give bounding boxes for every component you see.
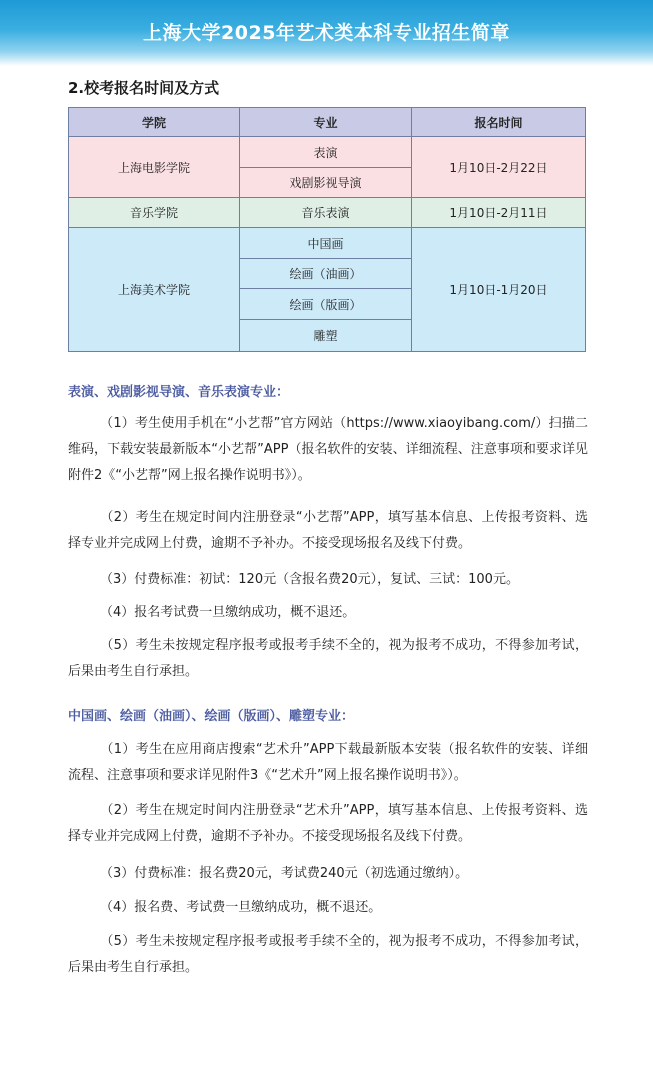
table-cell-college: 音乐学院 (69, 198, 240, 228)
table-cell-major: 雕塑 (240, 320, 412, 351)
block1-item-1: （1）考生使用手机在“小艺帮”官方网站（https://www.xiaoyibang.com/）扫描二维码，下载安装最新版本“小艺帮”APP（报名软件的安装、详细流程、注意事项和要求详见附件2《“小艺帮”网上报名操作说明书》）。 (68, 416, 588, 483)
block2-item-5: （5）考生未按规定程序报考或报考手续不全的，视为报考不成功，不得参加考试，后果由考生自行承担。 (68, 934, 588, 975)
block2-heading: 中国画、绘画（油画）、绘画（版画）、雕塑专业： (68, 709, 355, 724)
table-cell-time: 1月10日-2月11日 (412, 198, 585, 228)
table-cell-major: 表演 (240, 137, 412, 168)
table-cell-major: 戏剧影视导演 (240, 168, 412, 198)
page-header (0, 0, 653, 66)
table-cell-time: 1月10日-1月20日 (412, 228, 585, 351)
registration-table (68, 107, 586, 352)
block1-item-2: （2）考生在规定时间内注册登录“小艺帮”APP，填写基本信息、上传报考资料、选择专业并完成网上付费，逾期不予补办。不接受现场报名及线下付费。 (68, 510, 588, 551)
table-header-major: 专业 (240, 108, 412, 137)
table-cell-college: 上海美术学院 (69, 228, 240, 351)
table-cell-major: 音乐表演 (240, 198, 412, 228)
block1-item-5: （5）考生未按规定程序报考或报考手续不全的，视为报考不成功，不得参加考试，后果由考生自行承担。 (68, 638, 588, 679)
block2-item-4: （4）报名费、考试费一旦缴纳成功，概不退还。 (100, 900, 382, 915)
block2-item-3: （3）付费标准：报名费20元，考试费240元（初选通过缴纳）。 (100, 866, 469, 881)
table-header-college: 学院 (69, 108, 240, 137)
table-cell-major: 绘画（油画） (240, 259, 412, 289)
block1-heading: 表演、戏剧影视导演、音乐表演专业： (68, 385, 290, 400)
block2-item-2: （2）考生在规定时间内注册登录“艺术升”APP，填写基本信息、上传报考资料、选择专业并完成网上付费，逾期不予补办。不接受现场报名及线下付费。 (68, 803, 588, 844)
table-cell-major: 中国画 (240, 228, 412, 259)
block1-item-3: （3）付费标准：初试：120元（含报名费20元），复试、三试：100元。 (100, 572, 519, 587)
table-cell-college: 上海电影学院 (69, 137, 240, 198)
block2-item-1: （1）考生在应用商店搜索“艺术升”APP下载最新版本安装（报名软件的安装、详细流程、注意事项和要求详见附件3《“艺术升”网上报名操作说明书》）。 (68, 742, 588, 783)
block1-item-4: （4）报名考试费一旦缴纳成功，概不退还。 (100, 605, 356, 620)
table-header-time: 报名时间 (412, 108, 585, 137)
table-cell-major: 绘画（版画） (240, 289, 412, 320)
section-title: 2.校考报名时间及方式 (68, 79, 220, 97)
table-cell-time: 1月10日-2月22日 (412, 137, 585, 198)
page-title: 上海大学2025年艺术类本科专业招生简章 (143, 22, 510, 44)
